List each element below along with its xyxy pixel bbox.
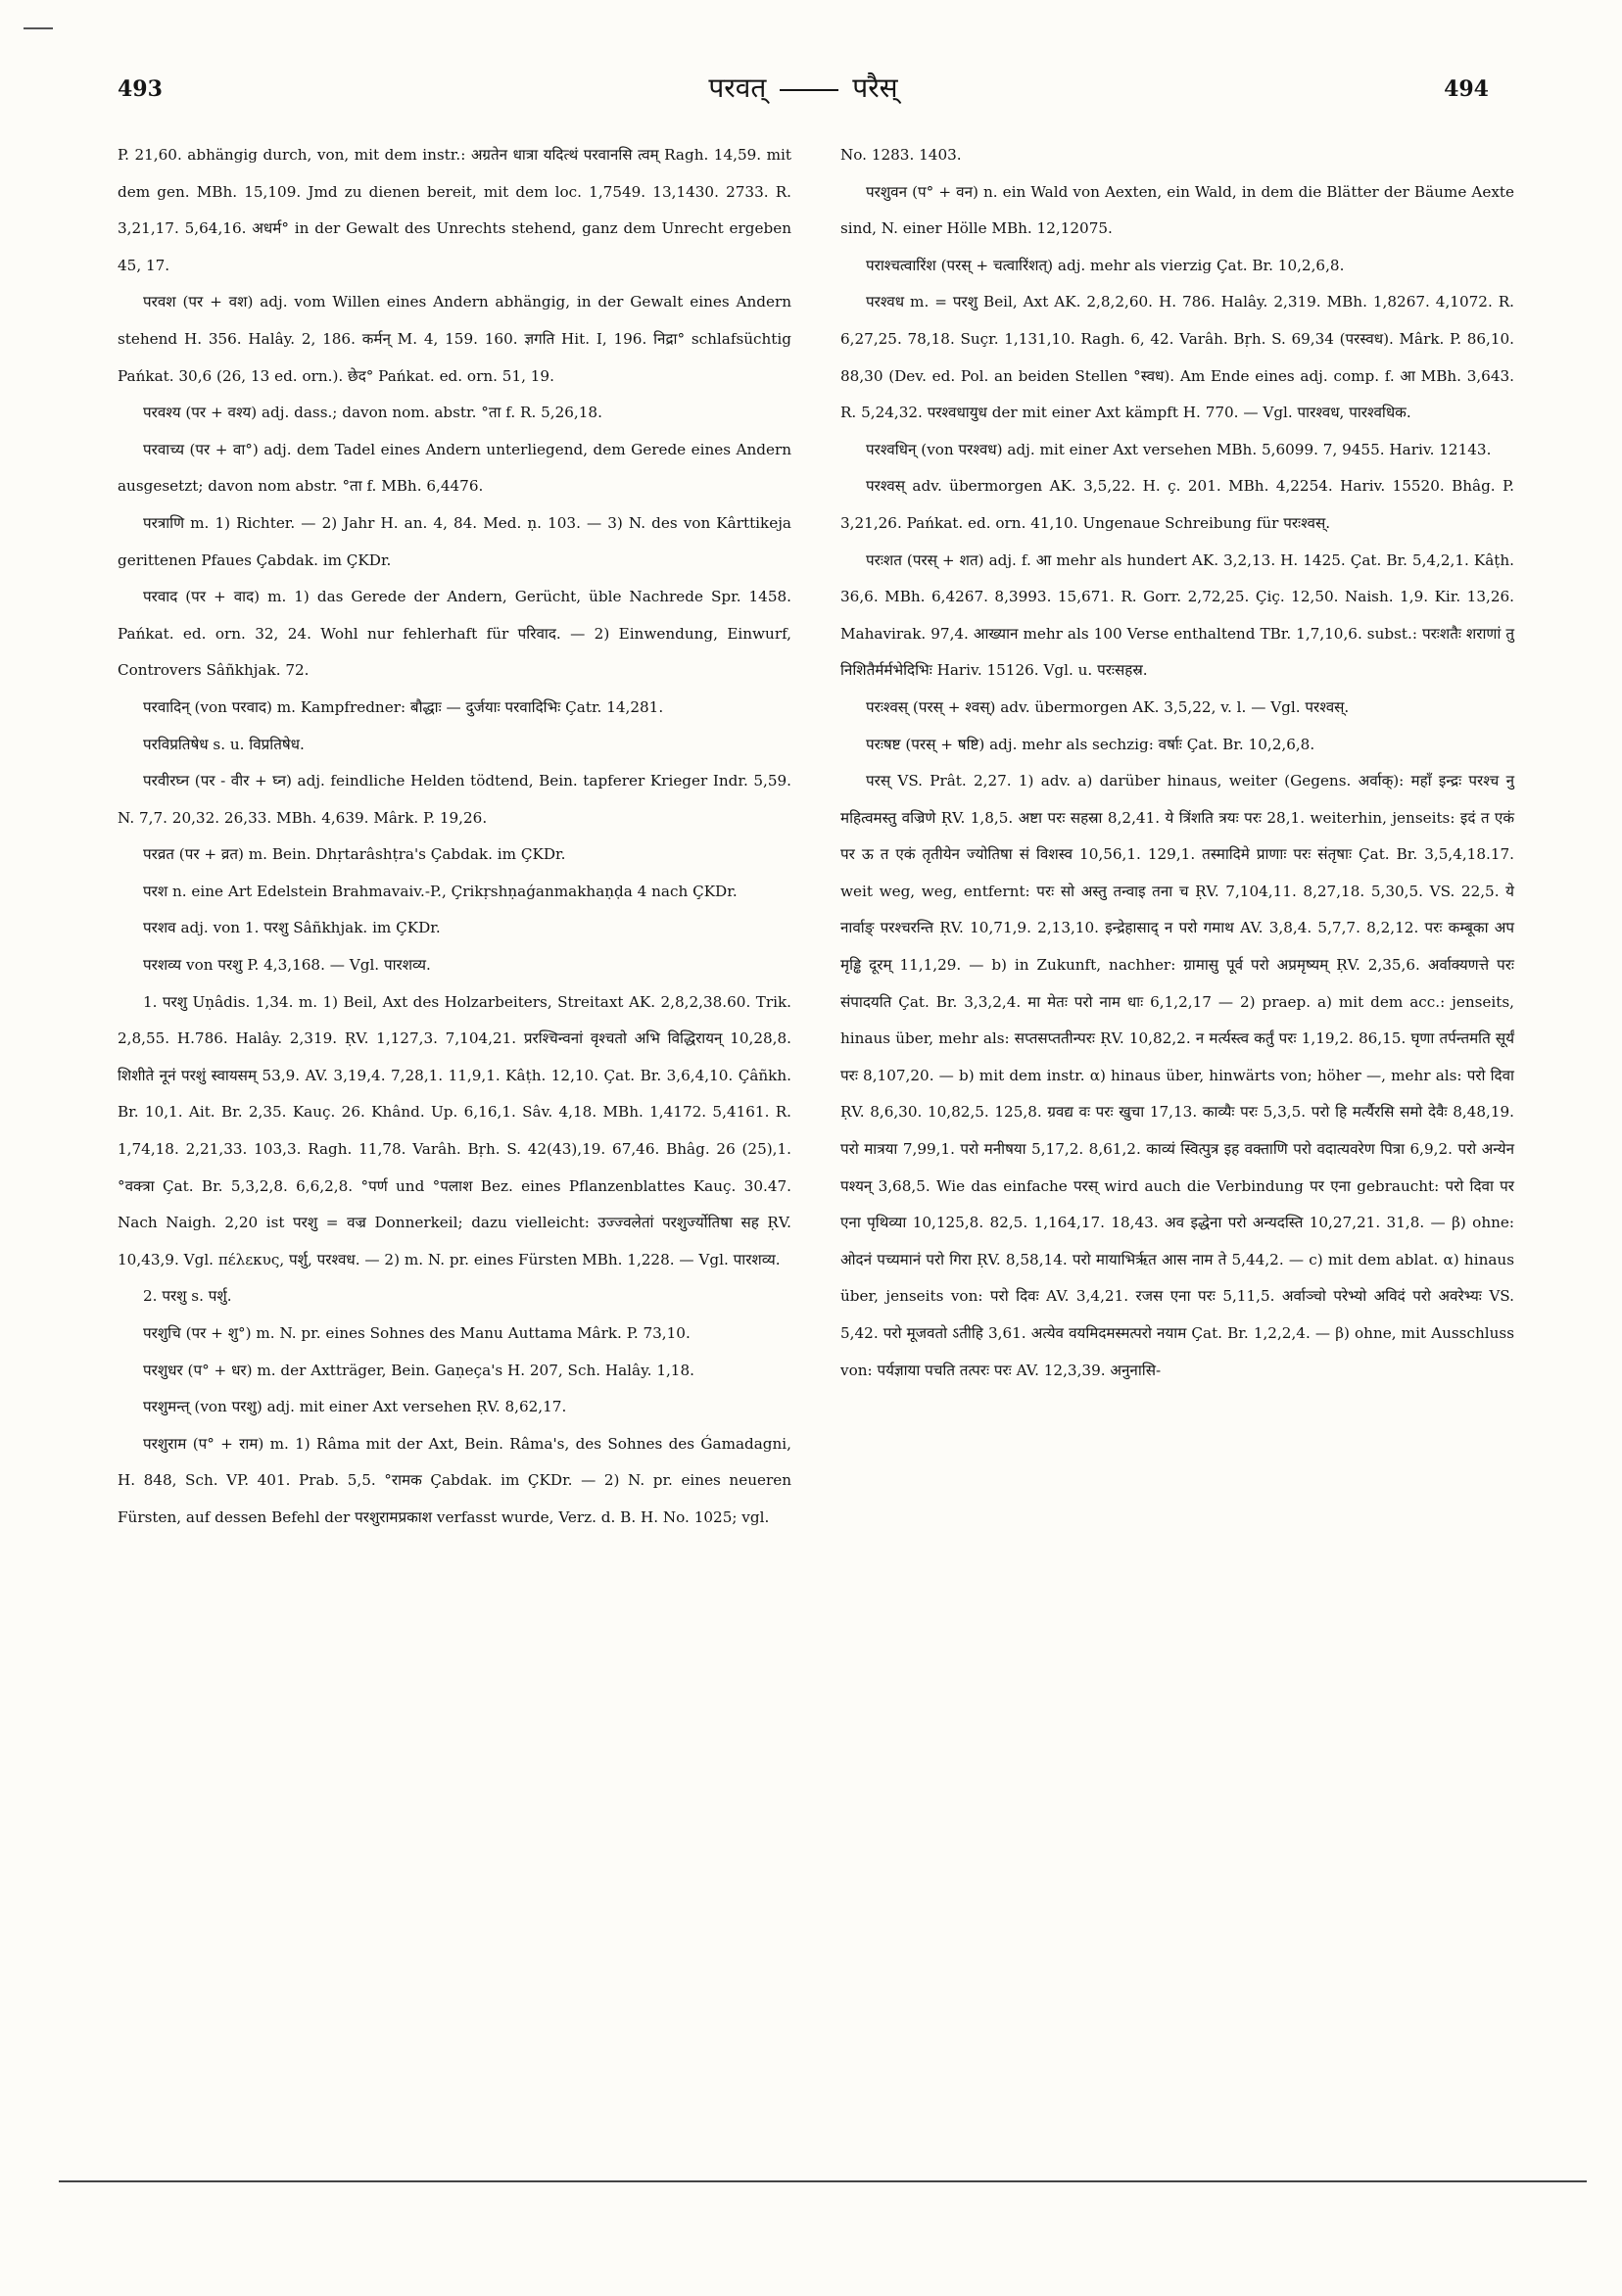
headword-dash (780, 89, 838, 91)
entry-parashu-1: 1. परशु Uṇâdis. 1,34. m. 1) Beil, Axt des Holzarbeiters, Streitaxt AK. 2,8,2,38.60. Trik. 2,8,55. H.786. Halây. 2,319. ṚV. 1,127,3. 7,104,21. प्ररश्चिन्वनां वृश्चतो अभि विद्धिरायन् 10,28,8. शिशीते नूनं परशुं स्वायसम् 53,9. AV. 3,19,4. 7,28,1. 11,9,1. Kâṭh. 12,10. Çat. Br. 3,6,4,10. Çâñkh. Br. 10,1. Ait. Br. 2,35. Kauç. 26. Khând. Up. 6,16,1. Sâv. 4,18. MBh. 1,4172. 5,4161. R. 1,74,18. 2,21,33. 103,3. Ragh. 11,78. Varâh. Bṛh. S. 42(43),19. 67,46. Bhâg. 26 (25),1. °वक्त्रा Çat. Br. 5,3,2,8. 6,6,2,8. °पर्ण und °पलाश Bez. eines Pflanzenblattes Kauç. 30.47. Nach Naigh. 2,20 ist परशु = वज्र Donnerkeil; dazu vielleicht: उज्ज्वलेतां परशुर्ज्योतिषा सह ṚV. 10,43,9. Vgl. πέλεκυς, पर्शु, परश्वध. — 2) m. N. pr. eines Fürsten MBh. 1,228. — Vgl. पारशव्य. (118, 992, 791, 1268)
entry-parashchatvarimsha: पराश्चत्वारिंश (परस् + चत्वारिंशत्) adj. mehr als vierzig Çat. Br. 10,2,6,8. (866, 256, 1345, 274)
page-number-left: 493 (118, 76, 163, 102)
entry-parashudhara: परशुधर (प° + धर) m. der Axtträger, Bein. Gaṇeça's H. 207, Sch. Halây. 1,18. (143, 1361, 694, 1379)
entry-continuation: No. 1283. 1403. (840, 146, 962, 164)
entry-paravasha: परवश (पर + वश) adj. vom Willen eines Andern abhängig, in der Gewalt eines Andern stehend H. 356. Halây. 2, 186. कर्मन् M. 4, 159. 160. ज्ञगति Hit. I, 196. निद्रा° schlafsüchtig Pańkat. 30,6 (26, 13 ed. orn.). छेद° Pańkat. ed. orn. 51, 19. (118, 293, 791, 385)
entry-parahshashta: परःषष्ट (परस् + षष्टि) adj. mehr als sechzig: वर्षाः Çat. Br. 10,2,6,8. (866, 735, 1315, 753)
entry-parashava: परशव adj. von 1. परशु Sâñkhjak. im ÇKDr. (143, 919, 441, 937)
entry-parashavya: परशव्य von परशु P. 4,3,168. — Vgl. पारशव्य. (143, 956, 431, 975)
entry-parashvas: परश्वस् adv. übermorgen AK. 3,5,22. H. ç. 201. MBh. 4,2254. Hariv. 15520. Bhâg. P. 3,21,26. Pańkat. ed. orn. 41,10. Ungenaue Schreibung für परःश्वस्. (840, 477, 1514, 532)
page-number-right: 494 (1444, 76, 1489, 102)
right-column (840, 137, 1514, 1389)
entry-paras: परस् VS. Prât. 2,27. 1) adv. a) darüber hinaus, weiter (Gegens. अर्वाक्): महाँ इन्द्रः परश्च नु महित्वमस्तु वज्रिणे ṚV. 1,8,5. अष्टा परः सहस्रा 8,2,41. ये त्रिंशति त्रयः परः 28,1. weiterhin, jenseits: इदं त एकं पर ऊ त एकं तृतीयेन ज्योतिषा सं विशस्व 10,56,1. 129,1. तस्मादिमे प्राणाः परः संतृषाः Çat. Br. 3,5,4,18.17. weit weg, weg, entfernt: परः सो अस्तु तन्वाइ तना च ṚV. 7,104,11. 8,27,18. 5,30,5. VS. 22,5. ये नार्वाङ् परश्चरन्ति ṚV. 10,71,9. 2,13,10. इन्द्रेहासाद् न परो गमाथ AV. 3,8,4. 5,7,7. 8,2,12. परः कम्बूका अप मृड्ढि दूरम् 11,1,29. — b) in Zukunft, nachher: ग्रामासु पूर्व परो अप्रमृष्यम् ṚV. 2,35,6. अर्वाक्यणत्ते परः संपादयति Çat. Br. 3,3,2,4. मा मेतः परो नाम धाः 6,1,2,17 — 2) praep. a) mit dem acc.: jenseits, hinaus über, mehr als: सप्तसप्ततीन्परः ṚV. 10,82,2. न मर्त्यस्त्व कर्तुं परः 1,19,2. 86,15. घृणा तर्पन्तमति सूर्यं परः 8,107,20. — b) mit dem instr. α) hinaus über, hinwärts von; höher —, mehr als: परो दिवा ṚV. 8,6,30. 10,82,5. 125,8. ग्रवद्य वः परः खुचा 17,13. काव्यैः परः 5,3,5. परो हि मर्त्यैरसि समो देवैः 8,48,19. परो मात्रया 7,99,1. परो मनीषया 5,17,2. 8,61,2. काव्यं स्वित्पुत्र इह वक्ताणि परो वदात्यवरेण पित्रा 6,9,2. परो अन्येन पश्यन् 3,68,5. Wie das einfache परस् wird auch die Verbindung पर एना gebraucht: परो दिवा पर एना पृथिव्या 10,125,8. 82,5. 1,164,17. 18,43. अव इद्धेना परो अन्यदस्ति 10,27,21. 31,8. — β) ohne: ओदनं पच्यमानं परो गिरा ṚV. 8,58,14. परो मायाभिर्ऋत आस नाम ते 5,44,2. — c) mit dem ablat. α) hinaus über, jenseits von: परो दिवः AV. 3,4,21. रजस एना परः 5,11,5. अर्वाञ्चो परेभ्यो अविदं परो अवरेभ्यः VS. 5,42. परो मूजवतो ऽतीहि 3,61. अत्येव वयमिदमस्मत्परो नयाम Çat. Br. 1,2,2,4. — β) ohne, mit Ausschluss von: पर्यज्ञाया पचति तत्परः परः AV. 12,3,39. अनुनासि- (840, 772, 1514, 1379)
entry-parashumant: परशुमन्त् (von परशु) adj. mit einer Axt versehen ṚV. 8,62,17. (143, 1398, 567, 1416)
entry-paravrata: परव्रत (पर + व्रत) m. Bein. Dhṛtarâshṭra's Çabdak. im ÇKDr. (143, 845, 566, 864)
entry-parashvadhin: परश्वधिन् (von परश्वध) adj. mit einer Axt versehen MBh. 5,6099. 7, 9455. Hariv. 12143. (866, 440, 1492, 458)
headword-right: परैस् (852, 72, 898, 104)
entry-parahshata: परःशत (परस् + शत) adj. f. आ mehr als hundert AK. 3,2,13. H. 1425. Çat. Br. 5,4,2,1. Kâṭh. 36,6. MBh. 6,4267. 8,3993. 15,671. R. Gorr. 2,72,25. Çiç. 12,50. Naish. 1,9. Kir. 13,26. Mahavirak. 97,4. आख्यान mehr als 100 Verse enthaltend TBr. 1,7,10,6. subst.: परःशतैः शराणां तु निशितैर्मर्मभेदिभिः Hariv. 15126. Vgl. u. परःसहस्र. (840, 550, 1514, 680)
entry-paravada: परवाद (पर + वाद) m. 1) das Gerede der Andern, Gerücht, üble Nachrede Spr. 1458. Pańkat. ed. orn. 32, 24. Wohl nur fehlerhaft für परिवाद. — 2) Einwendung, Einwurf, Controvers Sâñkhjak. 72. (118, 588, 791, 680)
entry-paraviraghna: परवीरघ्न (पर - वीर + घ्न) adj. feindliche Helden tödtend, Bein. tapferer Krieger Indr. 5,59. N. 7,7. 20,32. 26,33. MBh. 4,639. Mârk. P. 19,26. (118, 772, 791, 827)
entry-paravani: परत्राणि m. 1) Richter. — 2) Jahr H. an. 4, 84. Med. ṇ. 103. — 3) N. des von Kârttikeja gerittenen Pfaues Çabdak. im ÇKDr. (118, 513, 791, 569)
page-header (118, 69, 1489, 112)
entry-parahshvas: परःश्वस् (परस् + श्वस्) adv. übermorgen AK. 3,5,22, v. l. — Vgl. परश्वस्. (866, 697, 1350, 716)
entry-paravachya: परवाच्य (पर + वा°) adj. dem Tadel eines Andern unterliegend, dem Gerede eines Andern ausgesetzt; davon nom abstr. °ता f. MBh. 6,4476. (118, 440, 791, 496)
entry-paravadin: परवादिन् (von परवाद) m. Kampfredner: बौद्धाः — दुर्जयाः परवादिभिः Çatr. 14,281. (143, 697, 664, 716)
entry-continuation: P. 21,60. abhängig durch, von, mit dem instr.: अग्रतेन धात्रा यदित्थं परवानसि त्वम् Ragh. 14,59. mit dem gen. MBh. 15,109. Jmd zu dienen bereit, mit dem loc. 1,7549. 13,1430. 2733. R. 3,21,17. 5,64,16. अधर्म° in der Gewalt des Unrechts stehend, ganz dem Unrecht ergeben 45, 17. (118, 146, 791, 274)
corner-mark (24, 27, 53, 29)
running-headwords (118, 69, 1489, 106)
entry-paravipratishedha: परविप्रतिषेध s. u. विप्रतिषेध. (143, 735, 305, 753)
entry-parashuchi: परशुचि (पर + शु°) m. N. pr. eines Sohnes des Manu Auttama Mârk. P. 73,10. (143, 1324, 691, 1342)
entry-parashurama: परशुराम (प° + राम) m. 1) Râma mit der Axt, Bein. Râma's, des Sohnes des Ǵamadagni, H. 848, Sch. VP. 401. Prab. 5,5. °रामक Çabdak. im ÇKDr. — 2) N. pr. eines neueren Fürsten, auf dessen Befehl der परशुरामप्रकाश verfasst wurde, Verz. d. B. H. No. 1025; vgl. (118, 1434, 791, 1526)
entry-parasha: परश n. eine Art Edelstein Brahmavaiv.-P., Çrikṛshṇaǵanmakhaṇḍa 4 nach ÇKDr. (143, 882, 738, 900)
entry-parashuvana: परशुवन (प° + वन) n. ein Wald von Aexten, ein Wald, in dem die Blätter der Bäume Aexte sind, N. einer Hölle MBh. 12,12075. (840, 182, 1514, 238)
bottom-rule (59, 2180, 1587, 2182)
entry-paravashya: परवश्य (पर + वश्य) adj. dass.; davon nom. abstr. °ता f. R. 5,26,18. (143, 404, 602, 422)
entry-parashu-2: 2. परशु s. पर्शु. (143, 1287, 232, 1306)
left-column (118, 137, 791, 1537)
entry-parashvadha: परश्वध m. = परशु Beil, Axt AK. 2,8,2,60. H. 786. Halây. 2,319. MBh. 1,8267. 4,1072. R. 6,27,25. 78,18. Suçr. 1,131,10. Ragh. 6, 42. Varâh. Bṛh. S. 69,34 (परस्वध). Mârk. P. 86,10. 88,30 (Dev. ed. Pol. an beiden Stellen °स्वध). Am Ende eines adj. comp. f. आ MBh. 3,643. R. 5,24,32. परश्वधायुध der mit einer Axt kämpft H. 770. — Vgl. पारश्वध, पारश्वधिक. (840, 293, 1514, 422)
headword-left: परवत् (708, 72, 767, 104)
